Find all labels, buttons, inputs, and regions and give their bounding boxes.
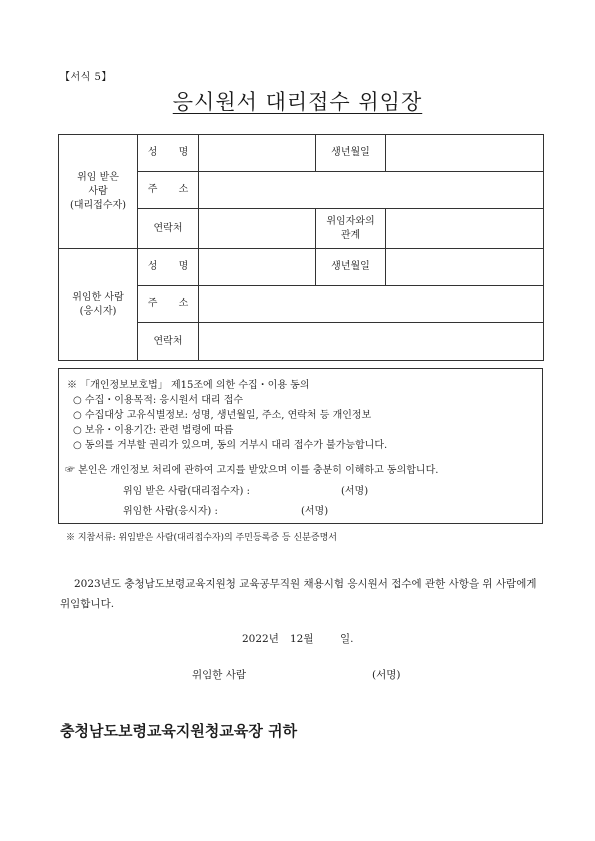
proxy-group-line-2: 사람 xyxy=(88,185,108,197)
principal-birth-label: 생년월일 xyxy=(316,249,386,286)
proxy-name-label: 성 명 xyxy=(138,135,199,172)
principal-contact-label: 연락처 xyxy=(138,323,199,361)
relation-label-line-2: 관계 xyxy=(340,229,361,241)
proxy-contact-field[interactable] xyxy=(199,209,316,249)
proxy-sign-label: 위임 받은 사람(대리접수자) : xyxy=(123,486,250,497)
consent-confirm: ☞ 본인은 개인정보 처리에 관하여 고지를 받았으며 이를 충분히 이해하고 동의합니다. xyxy=(65,465,439,476)
principal-birth-field[interactable] xyxy=(386,249,544,286)
required-documents-note: ※ 지참서류: 위임받은 사람(대리접수자)의 주민등록증 등 신분증명서 xyxy=(66,533,337,543)
date-year: 2022년 xyxy=(242,633,279,645)
principal-name-label: 성 명 xyxy=(138,249,199,286)
recipient-line: 충청남도보령교육지원청교육장 귀하 xyxy=(60,722,298,740)
proxy-sign-mark[interactable]: (서명) xyxy=(341,486,369,497)
date-month: 12월 xyxy=(290,633,314,645)
date-day: 일. xyxy=(340,633,354,645)
proxy-address-field[interactable] xyxy=(199,172,544,209)
principal-name-field[interactable] xyxy=(199,249,316,286)
consent-item-retention: ○ 보유・이용기간: 관련 법령에 따름 xyxy=(73,425,234,436)
document-title-text: 응시원서 대리접수 위임장 xyxy=(172,90,423,114)
principal-address-field[interactable] xyxy=(199,286,544,323)
proxy-address-label: 주 소 xyxy=(138,172,199,209)
relation-field[interactable] xyxy=(386,209,544,249)
document-title xyxy=(0,86,595,116)
proxy-birth-field[interactable] xyxy=(386,135,544,172)
form-number-label: 【서식 5】 xyxy=(60,72,112,83)
relation-label-line-1: 위임자와의 xyxy=(326,215,375,227)
principal-group-line-1: 위임한 사람 xyxy=(72,291,124,303)
delegator-sign-mark[interactable]: (서명) xyxy=(372,669,401,681)
principal-address-label: 주 소 xyxy=(138,286,199,323)
proxy-group-label xyxy=(59,135,138,249)
principal-sign-mark[interactable]: (서명) xyxy=(301,506,329,517)
delegator-label: 위임한 사람 xyxy=(192,669,247,681)
delegation-statement: 2023년도 충청남도보령교육지원청 교육공무직원 채용시험 응시원서 접수에 관한 사항을 위 사람에게 위임합니다. xyxy=(60,578,537,610)
applicant-info-table xyxy=(58,134,544,361)
proxy-group-line-1: 위임 받은 xyxy=(77,171,119,183)
privacy-consent-box xyxy=(58,368,543,524)
principal-group-label xyxy=(59,249,138,361)
consent-item-purpose: ○ 수집・이용목적: 응시원서 대리 접수 xyxy=(73,395,244,406)
principal-group-line-2: (응시자) xyxy=(79,305,117,317)
relation-label xyxy=(316,209,386,249)
principal-contact-field[interactable] xyxy=(199,323,544,361)
principal-sign-label: 위임한 사람(응시자) : xyxy=(123,506,218,517)
proxy-group-line-3: (대리접수자) xyxy=(69,199,127,211)
proxy-contact-label: 연락처 xyxy=(138,209,199,249)
proxy-name-field[interactable] xyxy=(199,135,316,172)
proxy-birth-label: 생년월일 xyxy=(316,135,386,172)
consent-item-target: ○ 수집대상 고유식별정보: 성명, 생년월일, 주소, 연락처 등 개인정보 xyxy=(73,410,372,421)
consent-item-refusal: ○ 동의를 거부할 권리가 있으며, 동의 거부시 대리 접수가 불가능합니다. xyxy=(73,440,388,451)
consent-heading: ※ 「개인정보보호법」 제15조에 의한 수집・이용 동의 xyxy=(67,380,310,391)
